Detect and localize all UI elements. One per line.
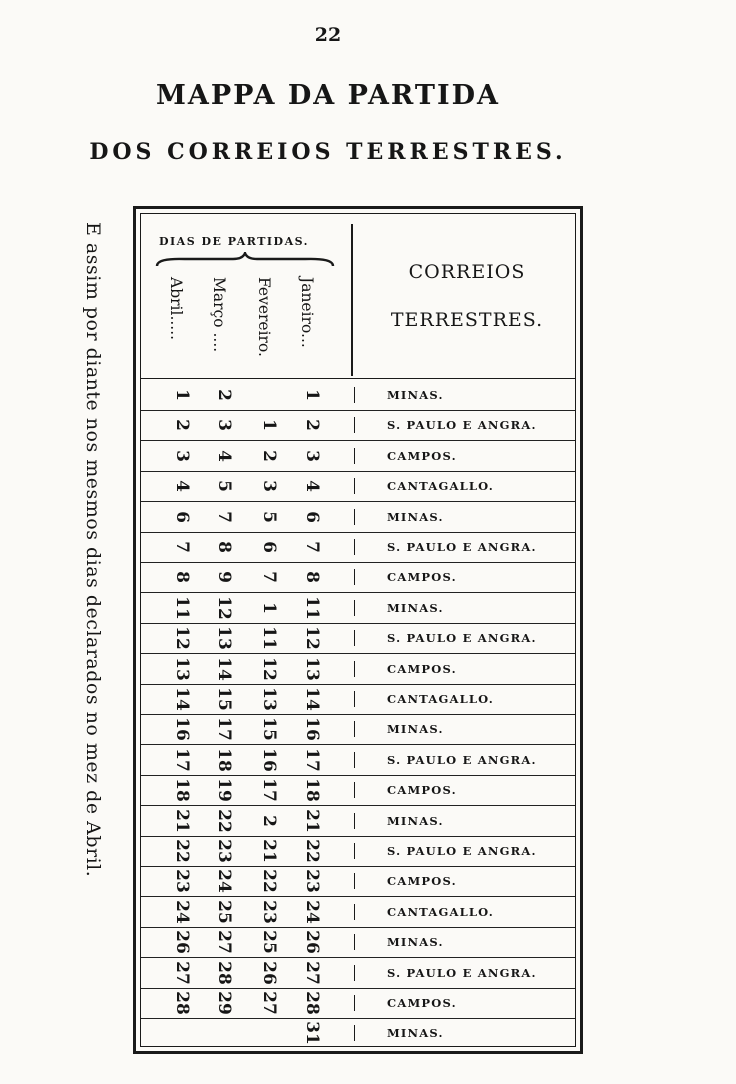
- day-cell-janeiro: [299, 990, 325, 1016]
- day-cell-marco: [211, 382, 237, 408]
- day-value: 6: [259, 541, 279, 553]
- day-value: 22: [258, 869, 279, 894]
- day-cell-marco: [211, 929, 237, 955]
- day-cell-fevereiro: [256, 929, 282, 955]
- destination-name: S. PAULO E ANGRA.: [387, 540, 537, 554]
- destination-name: CANTAGALLO.: [387, 904, 494, 919]
- day-cell-janeiro: [299, 899, 325, 925]
- row-tick-mark: [354, 691, 355, 707]
- correios-header-line1: CORREIOS: [408, 261, 526, 283]
- row-tick-mark: [354, 782, 355, 798]
- day-cell-abril: [169, 990, 195, 1016]
- destination-name: S. PAULO E ANGRA.: [387, 418, 537, 433]
- month-label-marco: Março ....: [210, 277, 228, 353]
- day-value: 4: [172, 480, 192, 493]
- page-title: MAPPA DA PARTIDA: [156, 80, 500, 111]
- table-row: [141, 806, 575, 837]
- day-cell-marco: [211, 686, 237, 712]
- day-value: 31: [301, 1021, 322, 1046]
- day-value: 19: [213, 778, 234, 803]
- row-tick-mark: [354, 600, 355, 616]
- day-value: 22: [301, 839, 322, 863]
- column-divider: [351, 224, 353, 376]
- day-cell-abril: [169, 686, 195, 712]
- day-value: 5: [259, 510, 279, 523]
- day-cell-janeiro: [299, 747, 325, 773]
- day-cell-janeiro: [299, 808, 325, 834]
- day-value: 27: [213, 930, 234, 955]
- day-cell-abril: [169, 473, 195, 499]
- day-value: 2: [172, 419, 192, 432]
- day-cell-marco: [211, 473, 237, 499]
- day-cell-fevereiro: [256, 899, 282, 925]
- day-cell-janeiro: [299, 777, 325, 803]
- destination-name: MINAS.: [387, 935, 444, 950]
- table-row: [141, 380, 575, 411]
- day-cell-abril: [169, 595, 195, 621]
- month-label-janeiro: Janeiro...: [298, 277, 316, 348]
- day-cell-abril: [169, 534, 195, 560]
- row-tick-mark: [354, 387, 355, 403]
- dias-header: DIAS DE PARTIDAS.: [159, 235, 309, 248]
- row-tick-mark: [354, 813, 355, 829]
- table-row: [141, 958, 575, 989]
- day-value: 23: [213, 839, 234, 863]
- month-label-abril: Abril.....: [167, 277, 185, 341]
- destination-name: CAMPOS.: [387, 783, 457, 798]
- destination-name: S. PAULO E ANGRA.: [387, 752, 537, 767]
- header-rule: [141, 378, 575, 379]
- day-cell-marco: [211, 747, 237, 773]
- day-cell-abril: [169, 838, 195, 864]
- correios-header-line2: TERRESTRES.: [390, 309, 544, 331]
- table-row: [141, 775, 575, 806]
- day-value: 14: [213, 656, 234, 681]
- row-tick-mark: [354, 965, 355, 981]
- day-value: 3: [172, 449, 192, 462]
- day-value: 2: [259, 449, 279, 462]
- destination-name: MINAS.: [387, 813, 444, 828]
- day-value: 14: [171, 687, 192, 711]
- destination-name: MINAS.: [387, 600, 444, 615]
- day-value: 27: [171, 960, 192, 985]
- destination-name: CAMPOS.: [387, 874, 457, 889]
- day-value: 22: [171, 839, 192, 863]
- table-row: [141, 593, 575, 624]
- row-tick-mark: [354, 752, 355, 768]
- day-cell-abril: [169, 899, 195, 925]
- day-value: 28: [213, 960, 234, 985]
- day-cell-janeiro: [299, 382, 325, 408]
- destination-name: S. PAULO E ANGRA.: [387, 631, 537, 646]
- table-row: [141, 441, 575, 472]
- day-cell-fevereiro: [256, 595, 282, 621]
- row-tick-mark: [354, 934, 355, 950]
- side-note: E assim por diante nos mesmos dias declarados no mez de Abril.: [82, 222, 104, 878]
- day-cell-janeiro: [299, 1020, 325, 1046]
- day-value: 17: [171, 747, 192, 772]
- day-cell-fevereiro: [256, 625, 282, 651]
- day-cell-marco: [211, 838, 237, 864]
- day-cell-janeiro: [299, 656, 325, 682]
- day-cell-abril: [169, 656, 195, 682]
- day-value: 18: [171, 778, 192, 803]
- day-cell-marco: [211, 899, 237, 925]
- destination-name: MINAS.: [387, 388, 444, 402]
- table-row: [141, 745, 575, 776]
- day-cell-marco: [211, 534, 237, 560]
- table-row: [141, 927, 575, 958]
- table-row: [141, 471, 575, 502]
- day-cell-marco: [211, 960, 237, 986]
- day-cell-abril: [169, 808, 195, 834]
- day-value: 12: [171, 626, 192, 651]
- day-value: 24: [171, 899, 192, 924]
- brace-decoration: [155, 252, 335, 270]
- row-tick-mark: [354, 661, 355, 677]
- day-value: 13: [301, 656, 322, 681]
- day-value: 13: [171, 656, 192, 681]
- row-tick-mark: [354, 995, 355, 1011]
- schedule-table: [133, 206, 583, 1054]
- day-value: 27: [258, 991, 279, 1015]
- day-cell-marco: [211, 443, 237, 469]
- day-value: 1: [259, 601, 279, 614]
- table-row: [141, 410, 575, 441]
- day-cell-marco: [211, 1020, 237, 1046]
- day-value: 17: [301, 747, 322, 772]
- day-cell-janeiro: [299, 716, 325, 742]
- day-cell-janeiro: [299, 504, 325, 530]
- day-cell-fevereiro: [256, 990, 282, 1016]
- page-number: 22: [314, 24, 342, 46]
- day-cell-janeiro: [299, 838, 325, 864]
- day-value: 8: [214, 541, 234, 553]
- day-cell-marco: [211, 595, 237, 621]
- day-cell-fevereiro: [256, 473, 282, 499]
- row-tick-mark: [354, 417, 355, 433]
- table-row: [141, 654, 575, 685]
- day-value: 24: [213, 869, 234, 894]
- table-row: [141, 714, 575, 745]
- day-cell-janeiro: [299, 595, 325, 621]
- row-tick-mark: [354, 721, 355, 737]
- day-value: 26: [301, 930, 322, 955]
- day-value: 1: [302, 389, 322, 401]
- day-value: 2: [259, 814, 279, 827]
- day-value: 7: [302, 541, 322, 553]
- day-value: 28: [301, 991, 322, 1015]
- row-tick-mark: [354, 539, 355, 555]
- day-cell-abril: [169, 625, 195, 651]
- day-value: 4: [214, 449, 234, 462]
- day-cell-marco: [211, 716, 237, 742]
- day-cell-janeiro: [299, 443, 325, 469]
- day-cell-fevereiro: [256, 1020, 282, 1046]
- day-cell-marco: [211, 990, 237, 1016]
- day-cell-janeiro: [299, 564, 325, 590]
- day-value: 23: [171, 869, 192, 894]
- day-value: 11: [258, 626, 279, 651]
- day-value: 18: [301, 778, 322, 803]
- day-cell-fevereiro: [256, 564, 282, 590]
- day-value: 1: [259, 419, 279, 432]
- day-value: 16: [258, 747, 279, 772]
- table-row: [141, 836, 575, 867]
- table-row: [141, 684, 575, 715]
- table-row: [141, 532, 575, 563]
- day-value: 7: [172, 541, 192, 553]
- row-tick-mark: [354, 904, 355, 920]
- day-value: 23: [258, 899, 279, 924]
- row-tick-mark: [354, 843, 355, 859]
- day-cell-marco: [211, 808, 237, 834]
- day-value: 9: [214, 571, 234, 584]
- day-cell-janeiro: [299, 625, 325, 651]
- row-tick-mark: [354, 448, 355, 464]
- day-cell-abril: [169, 443, 195, 469]
- day-cell-fevereiro: [256, 808, 282, 834]
- day-cell-abril: [169, 716, 195, 742]
- destination-name: MINAS.: [387, 1026, 444, 1041]
- row-tick-mark: [354, 873, 355, 889]
- day-value: 12: [213, 595, 234, 620]
- table-row: [141, 562, 575, 593]
- day-value: 26: [258, 960, 279, 985]
- row-tick-mark: [354, 509, 355, 525]
- day-value: 27: [301, 960, 322, 985]
- day-cell-fevereiro: [256, 960, 282, 986]
- day-value: 18: [213, 747, 234, 772]
- day-value: 8: [172, 571, 192, 584]
- day-cell-marco: [211, 412, 237, 438]
- table-row: [141, 502, 575, 533]
- day-cell-abril: [169, 1020, 195, 1046]
- day-value: 26: [171, 930, 192, 955]
- day-value: 4: [302, 480, 322, 493]
- destination-name: CANTAGALLO.: [387, 692, 494, 706]
- day-cell-abril: [169, 777, 195, 803]
- day-value: 2: [214, 389, 234, 401]
- day-cell-marco: [211, 656, 237, 682]
- day-value: 21: [301, 808, 322, 833]
- day-value: 12: [258, 656, 279, 681]
- day-cell-abril: [169, 960, 195, 986]
- day-cell-fevereiro: [256, 777, 282, 803]
- day-value: 24: [301, 899, 322, 924]
- day-value: 5: [214, 480, 234, 493]
- day-cell-fevereiro: [256, 838, 282, 864]
- day-cell-fevereiro: [256, 382, 282, 408]
- month-label-fevereiro: Fevereiro.: [255, 277, 273, 357]
- day-value: 17: [213, 717, 234, 742]
- destination-name: S. PAULO E ANGRA.: [387, 965, 537, 980]
- day-cell-fevereiro: [256, 686, 282, 712]
- day-value: 7: [259, 571, 279, 584]
- day-cell-abril: [169, 868, 195, 894]
- day-value: 3: [302, 449, 322, 462]
- table-row: [141, 897, 575, 928]
- day-value: 15: [213, 687, 234, 711]
- day-value: 25: [258, 930, 279, 955]
- row-tick-mark: [354, 630, 355, 646]
- day-value: 16: [301, 717, 322, 742]
- day-value: 17: [258, 778, 279, 803]
- table-row: [141, 623, 575, 654]
- day-value: 3: [214, 419, 234, 432]
- destination-name: CAMPOS.: [387, 448, 457, 463]
- day-value: 21: [258, 839, 279, 863]
- day-cell-fevereiro: [256, 716, 282, 742]
- day-cell-janeiro: [299, 686, 325, 712]
- day-value: 6: [172, 510, 192, 523]
- day-value: 2: [302, 419, 322, 432]
- destination-name: CAMPOS.: [387, 661, 457, 676]
- day-cell-marco: [211, 868, 237, 894]
- day-value: 13: [213, 626, 234, 651]
- day-cell-janeiro: [299, 868, 325, 894]
- day-value: 15: [258, 717, 279, 742]
- day-cell-abril: [169, 747, 195, 773]
- day-cell-fevereiro: [256, 443, 282, 469]
- day-cell-abril: [169, 382, 195, 408]
- day-cell-abril: [169, 504, 195, 530]
- day-value: 23: [301, 869, 322, 894]
- table-row: [141, 988, 575, 1019]
- day-cell-fevereiro: [256, 868, 282, 894]
- day-value: 16: [171, 717, 192, 742]
- destination-name: CANTAGALLO.: [387, 479, 494, 494]
- day-value: 21: [171, 808, 192, 833]
- day-value: 22: [213, 808, 234, 833]
- table-row: [141, 1018, 575, 1048]
- day-value: 13: [258, 687, 279, 711]
- schedule-table-inner: [140, 213, 576, 1047]
- day-cell-janeiro: [299, 412, 325, 438]
- day-cell-janeiro: [299, 960, 325, 986]
- day-cell-marco: [211, 777, 237, 803]
- day-value: 6: [302, 510, 322, 523]
- row-tick-mark: [354, 569, 355, 585]
- day-value: 1: [172, 389, 192, 401]
- day-value: 28: [171, 991, 192, 1015]
- destination-name: CAMPOS.: [387, 570, 457, 585]
- day-value: 12: [301, 626, 322, 651]
- day-cell-fevereiro: [256, 412, 282, 438]
- day-cell-fevereiro: [256, 747, 282, 773]
- day-value: 8: [302, 571, 322, 584]
- day-cell-marco: [211, 625, 237, 651]
- day-cell-janeiro: [299, 929, 325, 955]
- day-value: 3: [259, 480, 279, 493]
- day-value: 14: [301, 687, 322, 711]
- destination-name: CAMPOS.: [387, 996, 457, 1010]
- destination-name: MINAS.: [387, 509, 444, 524]
- row-tick-mark: [354, 478, 355, 494]
- table-row: [141, 866, 575, 897]
- day-value: 25: [213, 899, 234, 924]
- day-cell-marco: [211, 504, 237, 530]
- day-cell-fevereiro: [256, 504, 282, 530]
- page-subtitle: DOS CORREIOS TERRESTRES.: [89, 139, 567, 165]
- day-value: 7: [214, 510, 234, 523]
- destination-name: MINAS.: [387, 722, 444, 737]
- day-cell-janeiro: [299, 473, 325, 499]
- day-cell-marco: [211, 564, 237, 590]
- day-value: 29: [213, 991, 234, 1015]
- day-cell-fevereiro: [256, 656, 282, 682]
- row-tick-mark: [354, 1025, 355, 1041]
- day-cell-janeiro: [299, 534, 325, 560]
- destination-name: S. PAULO E ANGRA.: [387, 844, 537, 858]
- day-value: 11: [171, 595, 192, 620]
- day-cell-fevereiro: [256, 534, 282, 560]
- day-cell-abril: [169, 929, 195, 955]
- day-cell-abril: [169, 412, 195, 438]
- day-value: 11: [301, 595, 322, 620]
- day-cell-abril: [169, 564, 195, 590]
